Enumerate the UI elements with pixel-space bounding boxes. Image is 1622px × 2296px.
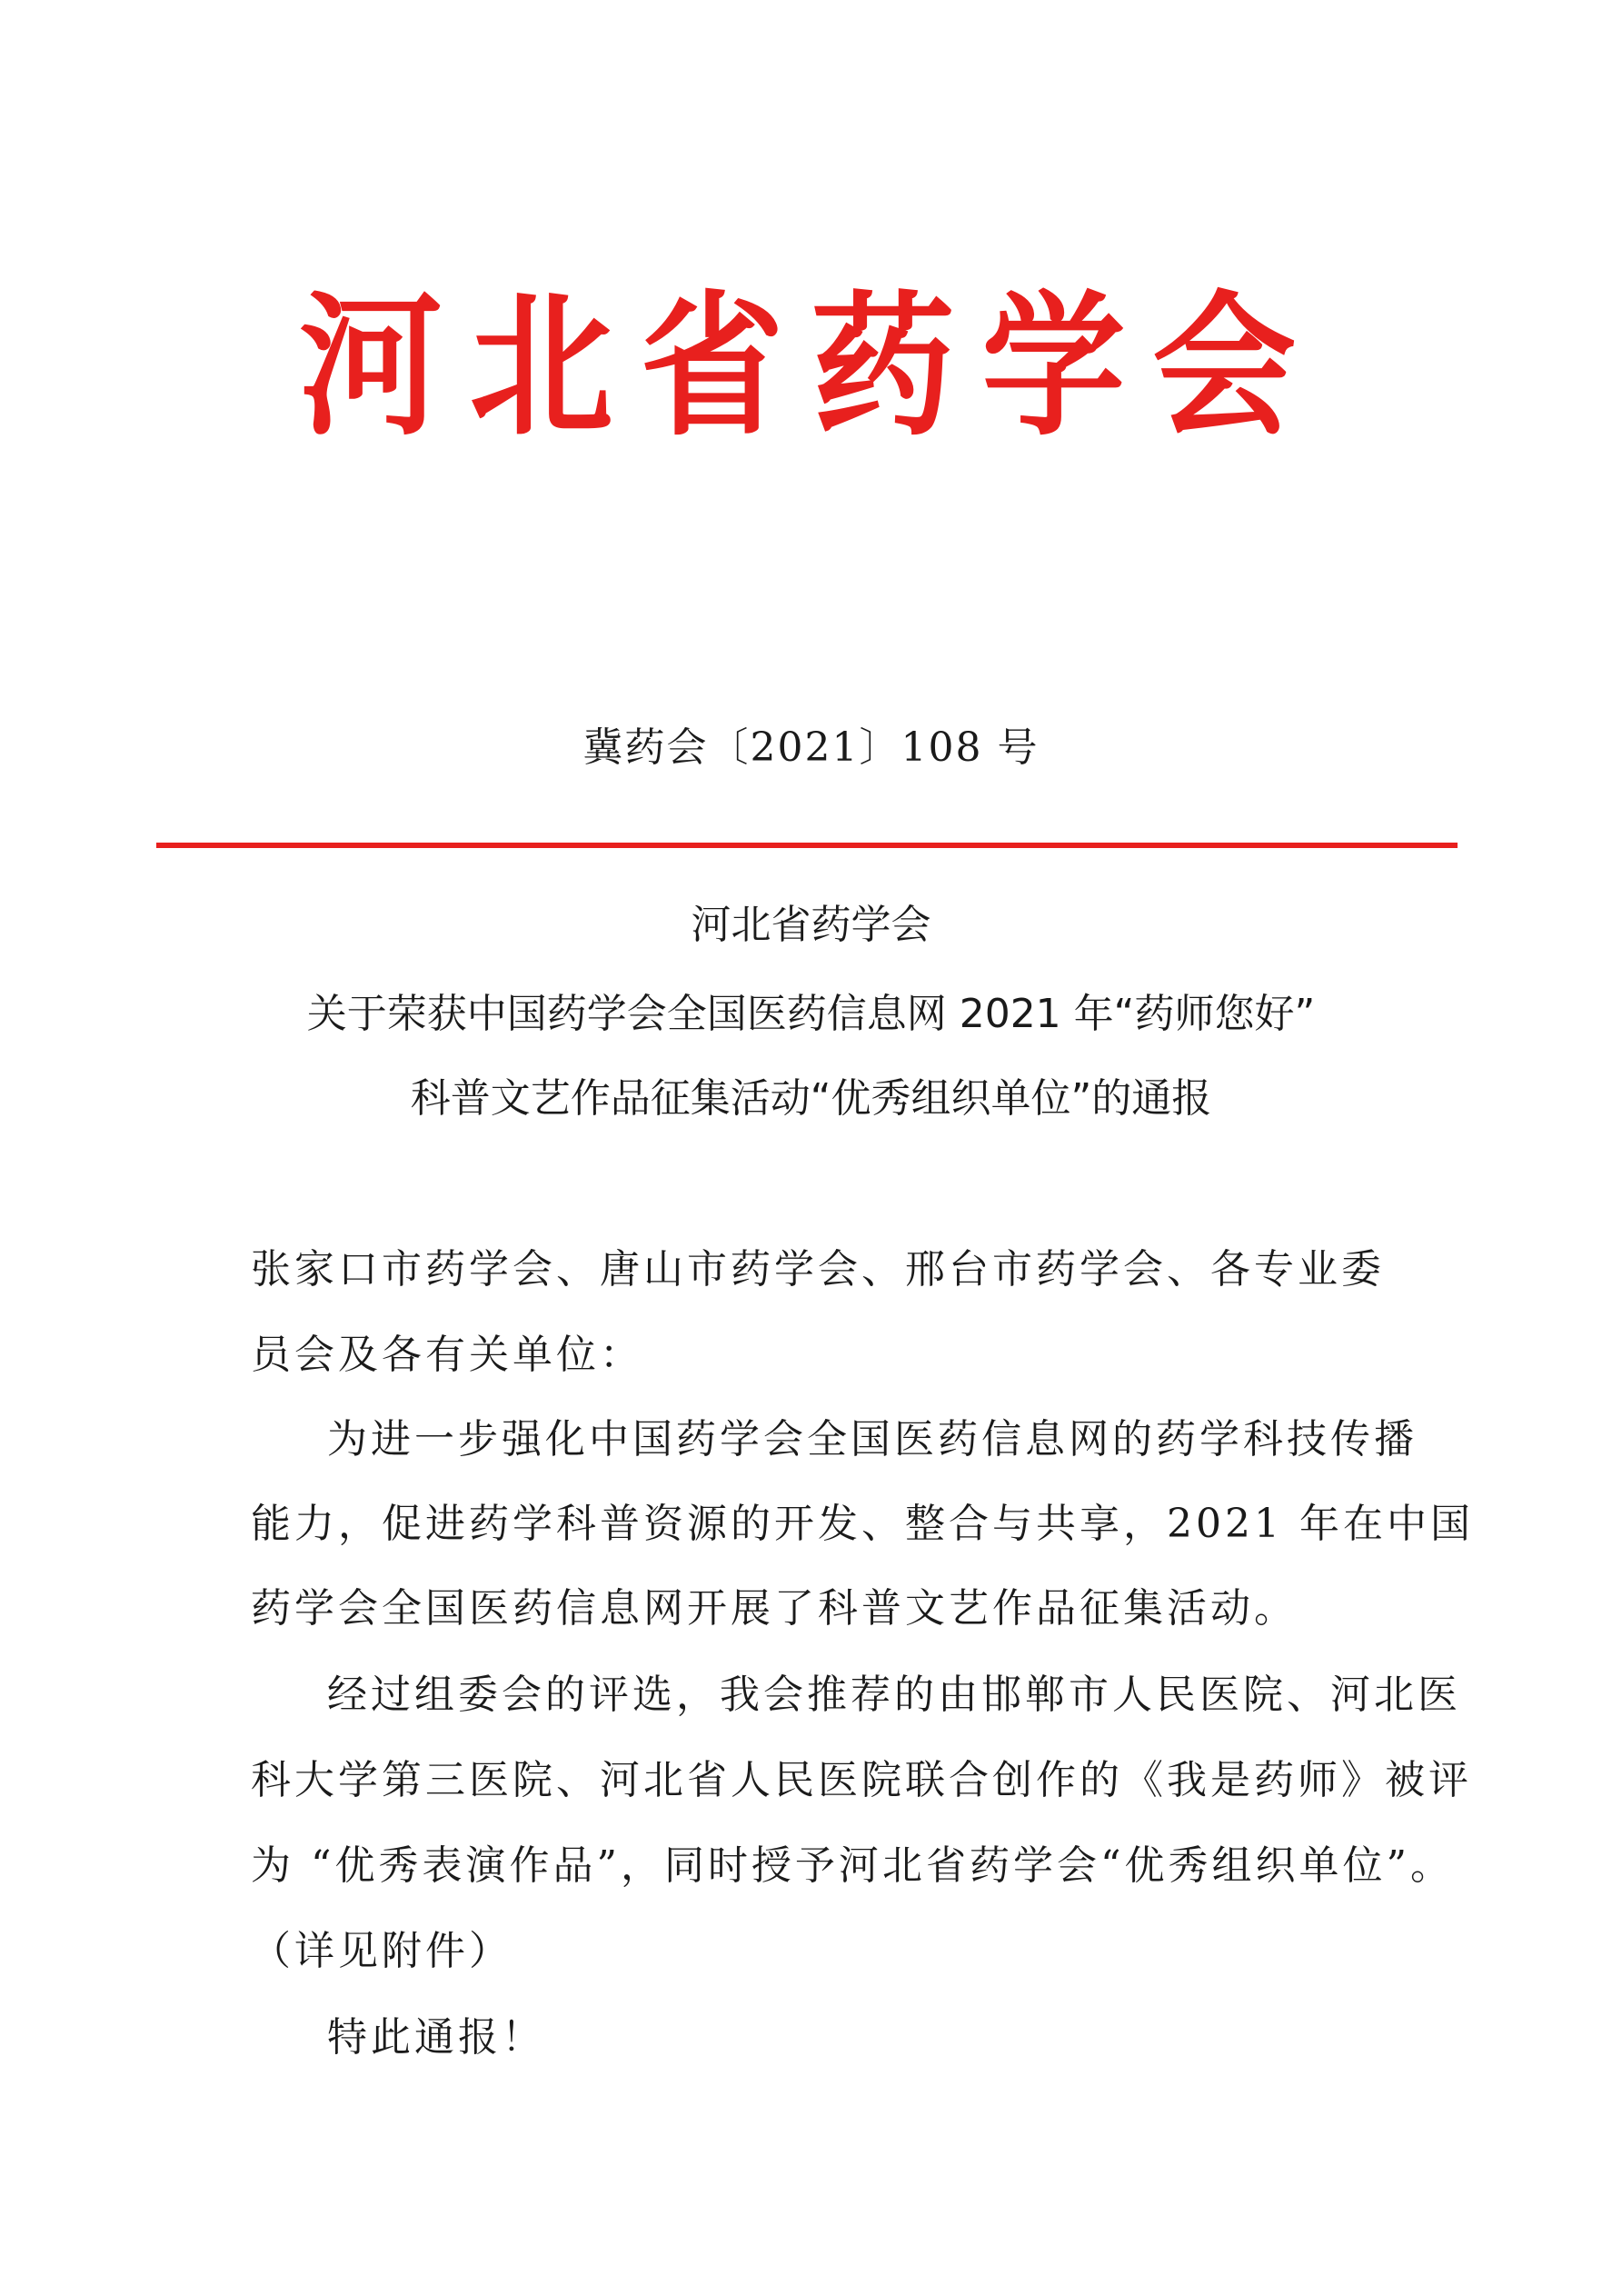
letterhead-title: 河北省药学会 bbox=[298, 275, 1324, 457]
notice-title-line-2: 关于荣获中国药学会全国医药信息网 2021 年“药师您好” bbox=[306, 991, 1316, 1037]
paragraph-2-line-4: （详见附件） bbox=[251, 1928, 512, 1974]
notice-title-line-1: 河北省药学会 bbox=[691, 902, 931, 948]
document-number: 冀药会〔2021〕108 号 bbox=[582, 724, 1040, 771]
paragraph-2-line-1: 经过组委会的评选，我会推荐的由邯郸市人民医院、河北医 bbox=[327, 1672, 1461, 1718]
paragraph-1-line-1: 为进一步强化中国药学会全国医药信息网的药学科技传播 bbox=[327, 1416, 1418, 1462]
salutation-line-2: 员会及各有关单位： bbox=[251, 1332, 643, 1378]
paragraph-2-line-2: 科大学第三医院、河北省人民医院联合创作的《我是药师》被评 bbox=[251, 1757, 1472, 1803]
paragraph-1-line-3: 药学会全国医药信息网开展了科普文艺作品征集活动。 bbox=[251, 1585, 1298, 1632]
closing-line: 特此通报！ bbox=[327, 2014, 545, 2061]
red-divider-line bbox=[156, 843, 1458, 848]
paragraph-2-line-3: 为 “优秀表演作品”，同时授予河北省药学会“优秀组织单位”。 bbox=[251, 1842, 1454, 1889]
salutation-line-1: 张家口市药学会、唐山市药学会、邢台市药学会、各专业委 bbox=[251, 1246, 1385, 1293]
paragraph-1-line-2: 能力，促进药学科普资源的开发、整合与共享，2021 年在中国 bbox=[251, 1501, 1474, 1547]
notice-title-line-3: 科普文艺作品征集活动“优秀组织单位”的通报 bbox=[410, 1075, 1212, 1122]
